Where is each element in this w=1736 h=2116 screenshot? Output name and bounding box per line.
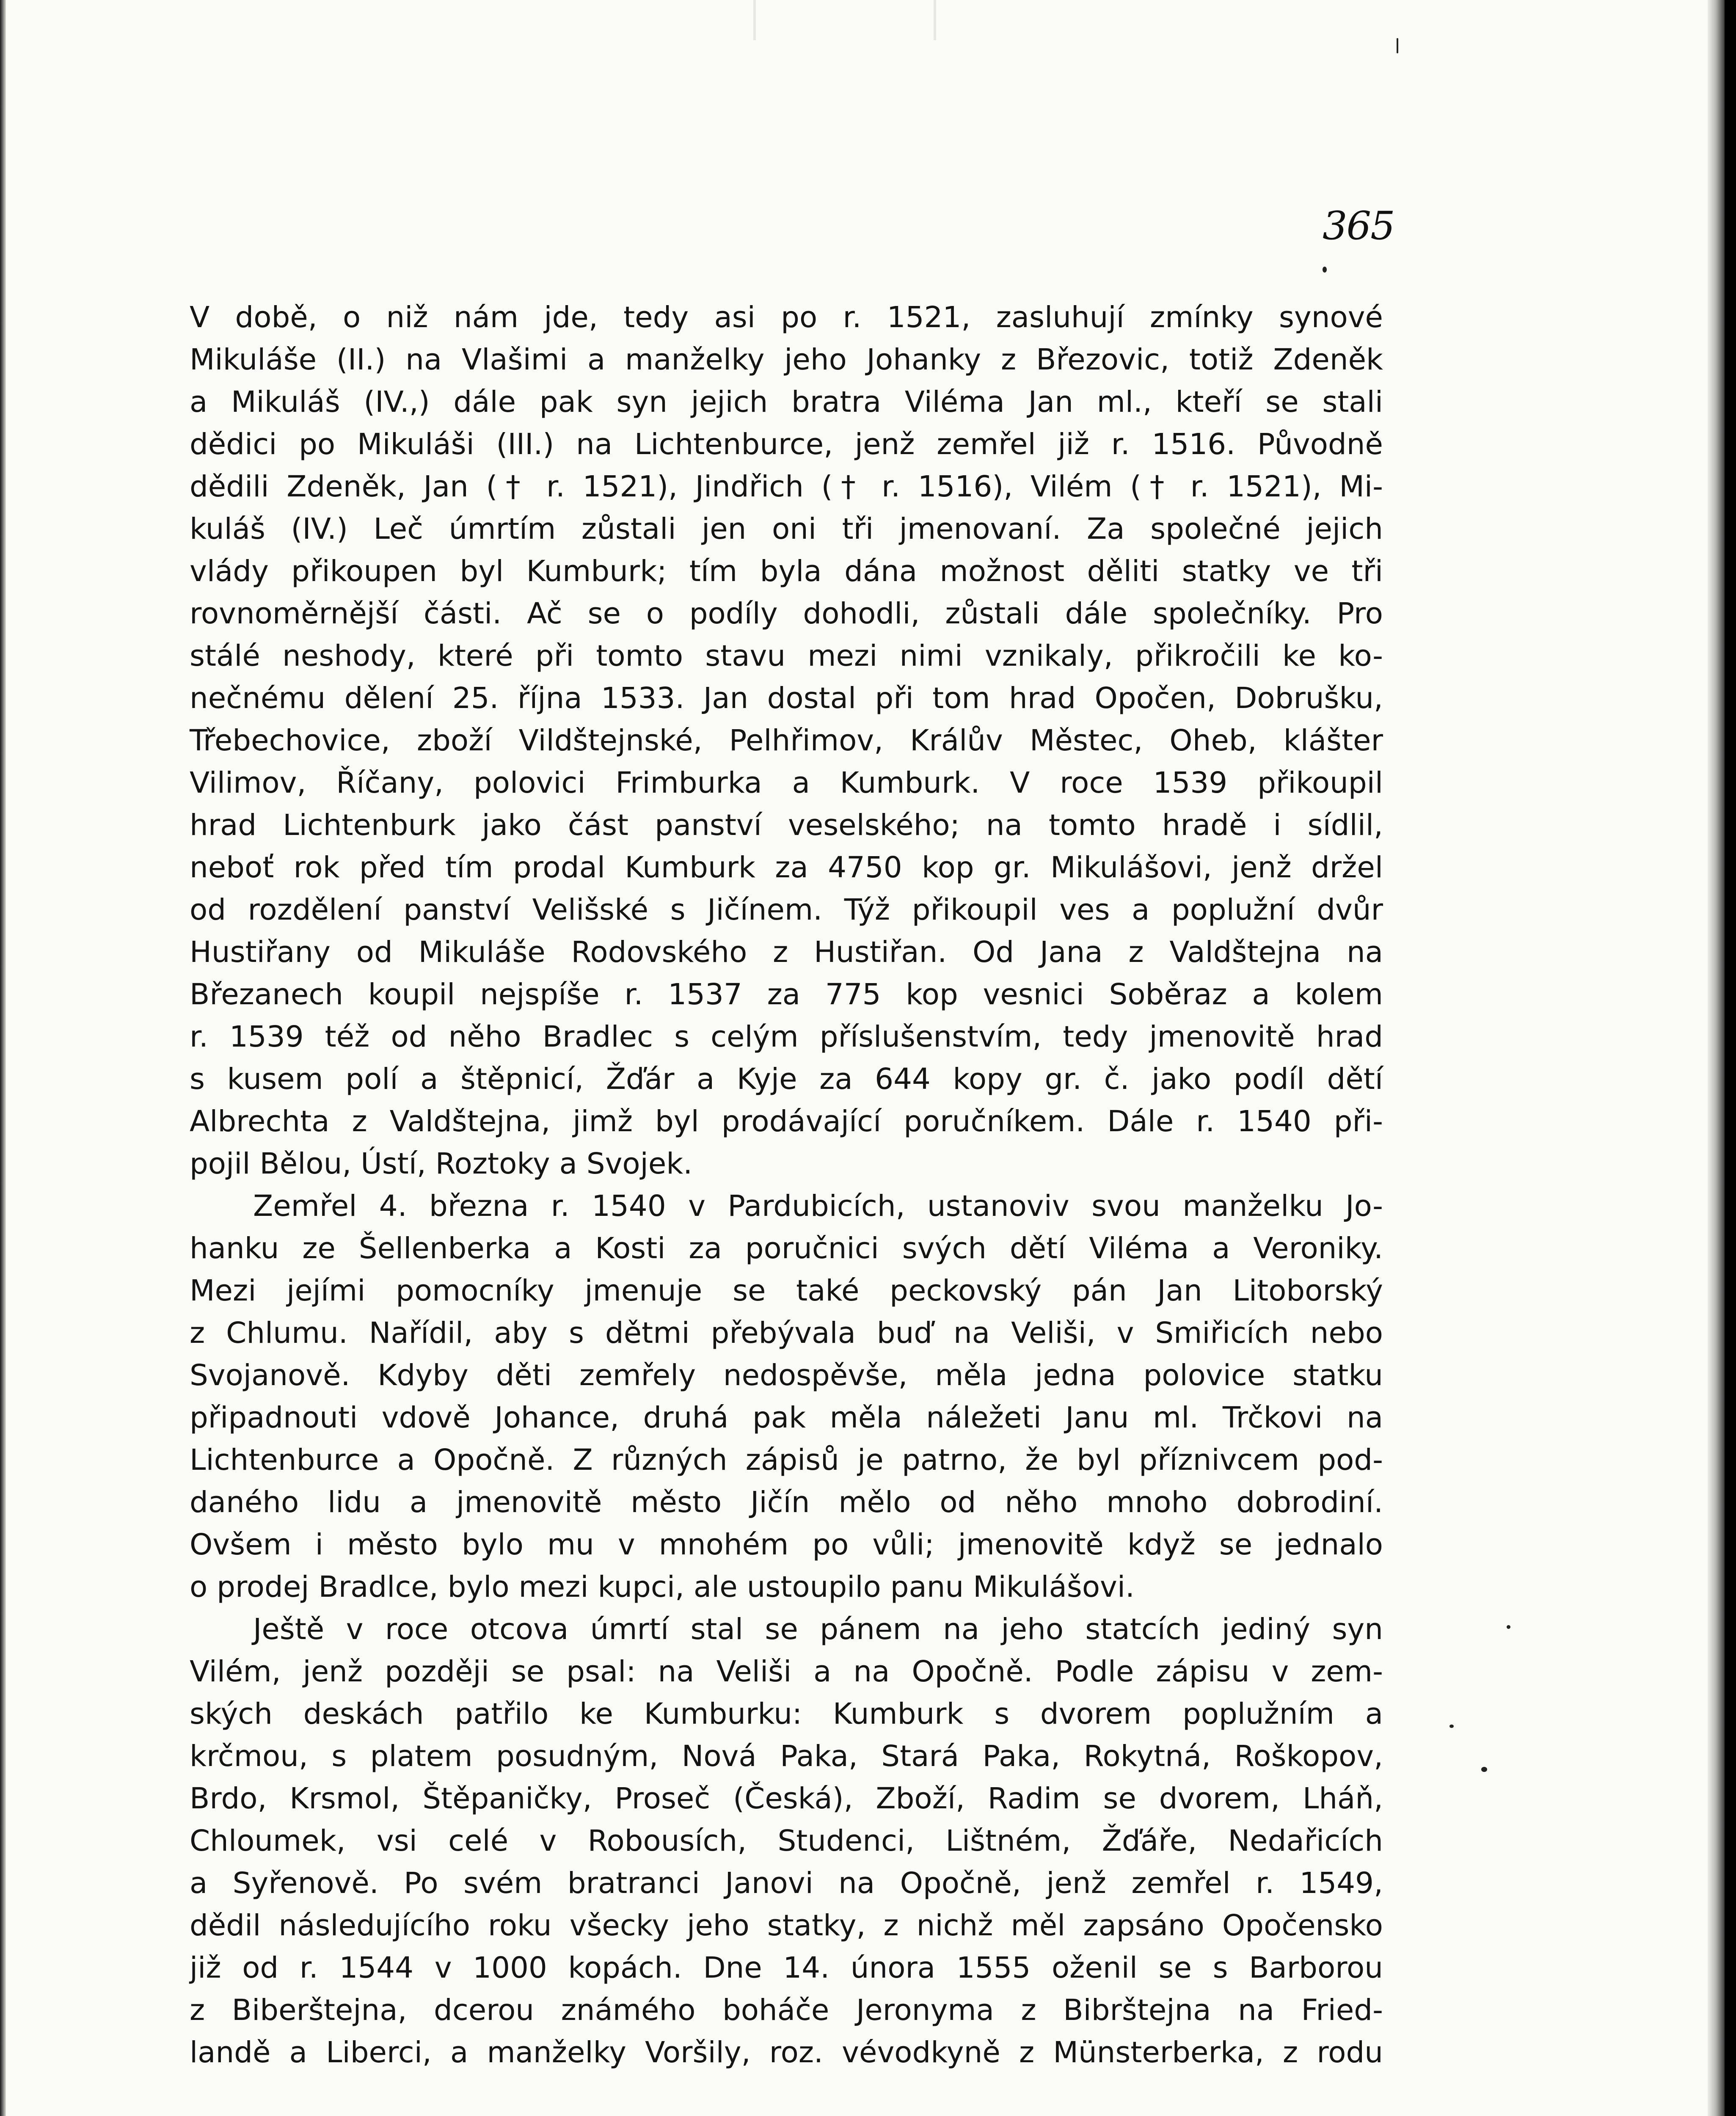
text-line: Mikuláše (II.) na Vlašimi a manželky jeho Johanky z Březovic, totiž Zdeněk [190, 343, 1383, 377]
text-line: Chloumek, vsi celé v Robousích, Studenci, Lištném, Žďáře, Nedařicích [190, 1824, 1383, 1858]
left-scan-edge [0, 0, 6, 2116]
text-line: stálé neshody, které při tomto stavu mezi nimi vznikaly, přikročili ke ko- [190, 639, 1383, 673]
page-number: 365 [1323, 203, 1394, 248]
text-line: již od r. 1544 v 1000 kopách. Dne 14. února 1555 oženil se s Barborou [190, 1951, 1383, 1985]
paragraph-2 [190, 1185, 1383, 1608]
text-line: rovnoměrnější části. Ač se o podíly dohodli, zůstali dále společníky. Pro [190, 597, 1383, 631]
text-line: r. 1539 též od něho Bradlec s celým příslušenstvím, tedy jmenovitě hrad [190, 1020, 1383, 1054]
text-line: a Syřenově. Po svém bratranci Janovi na Opočně, jenž zemřel r. 1549, [190, 1866, 1383, 1900]
text-line: vlády přikoupen byl Kumburk; tím byla dána možnost děliti statky ve tři [190, 554, 1383, 588]
text-line: Třebechovice, zboží Vildštejnské, Pelhřimov, Králův Městec, Oheb, klášter [190, 724, 1383, 758]
scan-speck [1397, 38, 1398, 53]
scan-speck [1449, 1725, 1454, 1728]
text-line: V době, o niž nám jde, tedy asi po r. 1521, zasluhují zmínky synové [190, 300, 1383, 334]
text-line: neboť rok před tím prodal Kumburk za 4750 kop gr. Mikulášovi, jenž držel [190, 851, 1383, 884]
text-line: a Mikuláš (IV.,) dále pak syn jejich bratra Viléma Jan ml., kteří se stali [190, 385, 1383, 419]
text-line: Brdo, Krsmol, Štěpaničky, Proseč (Česká), Zboží, Radim se dvorem, Lháň, [190, 1782, 1383, 1816]
text-line: Ještě v roce otcova úmrtí stal se pánem na jeho statcích jediný syn [253, 1612, 1383, 1646]
text-line: landě a Liberci, a manželky Voršily, roz. vévodkyně z Münsterberka, z rodu [190, 2036, 1383, 2069]
text-line: pojil Bělou, Ústí, Roztoky a Svojek. [190, 1147, 693, 1181]
text-line: Ovšem i město bylo mu v mnohém po vůli; jmenovitě když se jednalo [190, 1528, 1383, 1562]
text-line: daného lidu a jmenovitě město Jičín mělo od něho mnoho dobrodiní. [190, 1485, 1383, 1519]
text-line: z Chlumu. Nařídil, aby s dětmi přebývala buď na Veliši, v Smiřicích nebo [190, 1316, 1383, 1350]
text-line: kuláš (IV.) Leč úmrtím zůstali jen oni tři jmenovaní. Za společné jejich [190, 512, 1383, 546]
text-line: Vilém, jenž později se psal: na Veliši a na Opočně. Podle zápisu v zem- [190, 1655, 1383, 1689]
text-line: připadnouti vdově Johance, druhá pak měla náležeti Janu ml. Trčkovi na [190, 1401, 1383, 1435]
text-line: dědili Zdeněk, Jan († r. 1521), Jindřich († r. 1516), Vilém († r. 1521), Mi- [190, 470, 1383, 504]
text-line: Březanech koupil nejspíše r. 1537 za 775 kop vesnici Soběraz a kolem [190, 978, 1383, 1011]
text-line: Mezi jejími pomocníky jmenuje se také peckovský pán Jan Litoborský [190, 1274, 1383, 1308]
text-line: o prodej Bradlce, bylo mezi kupci, ale ustoupilo panu Mikulášovi. [190, 1570, 1135, 1604]
text-line: z Biberštejna, dcerou známého boháče Jeronyma z Bibrštejna na Fried- [190, 1993, 1383, 2027]
text-line: hrad Lichtenburk jako část panství veselského; na tomto hradě i sídlil, [190, 808, 1383, 842]
text-line: s kusem polí a štěpnicí, Žďár a Kyje za 644 kopy gr. č. jako podíl dětí [190, 1062, 1383, 1096]
text-line: nečnému dělení 25. října 1533. Jan dostal při tom hrad Opočen, Dobrušku, [190, 681, 1383, 715]
text-line: Hustiřany od Mikuláše Rodovského z Hustiřan. Od Jana z Valdštejna na [190, 935, 1383, 969]
right-scan-edge [1708, 0, 1725, 2116]
text-line: Zemřel 4. března r. 1540 v Pardubicích, ustanoviv svou manželku Jo- [253, 1189, 1383, 1223]
text-line: Lichtenburce a Opočně. Z různých zápisů je patrno, že byl příznivcem pod- [190, 1443, 1383, 1477]
text-line: krčmou, s platem posudným, Nová Paka, Stará Paka, Rokytná, Roškopov, [190, 1739, 1383, 1773]
text-line: Vilimov, Říčany, polovici Frimburka a Kumburk. V roce 1539 přikoupil [190, 766, 1383, 800]
paragraph-3 [190, 1608, 1383, 2074]
text-line: hanku ze Šellenberka a Kosti za poručnici svých dětí Viléma a Veroniky. [190, 1232, 1383, 1265]
body-text [190, 296, 1383, 2074]
text-line: Albrechta z Valdštejna, jimž byl prodávající poručníkem. Dále r. 1540 při- [190, 1105, 1383, 1138]
text-line: dědici po Mikuláši (III.) na Lichtenburce, jenž zemřel již r. 1516. Původně [190, 427, 1383, 461]
scan-speck [1507, 1625, 1510, 1629]
text-line: dědil následujícího roku všecky jeho statky, z nichž měl zapsáno Opočensko [190, 1909, 1383, 1942]
text-line: od rozdělení panství Velišské s Jičínem. Týž přikoupil ves a poplužní dvůr [190, 893, 1383, 927]
scan-speck [1481, 1767, 1487, 1772]
bleed-through-mark [753, 0, 936, 40]
scan-speck [1323, 267, 1327, 273]
text-line: Svojanově. Kdyby děti zemřely nedospěvše, měla jedna polovice statku [190, 1358, 1383, 1392]
paragraph-1 [190, 296, 1383, 1185]
text-line: ských deskách patřilo ke Kumburku: Kumburk s dvorem poplužním a [190, 1697, 1383, 1731]
